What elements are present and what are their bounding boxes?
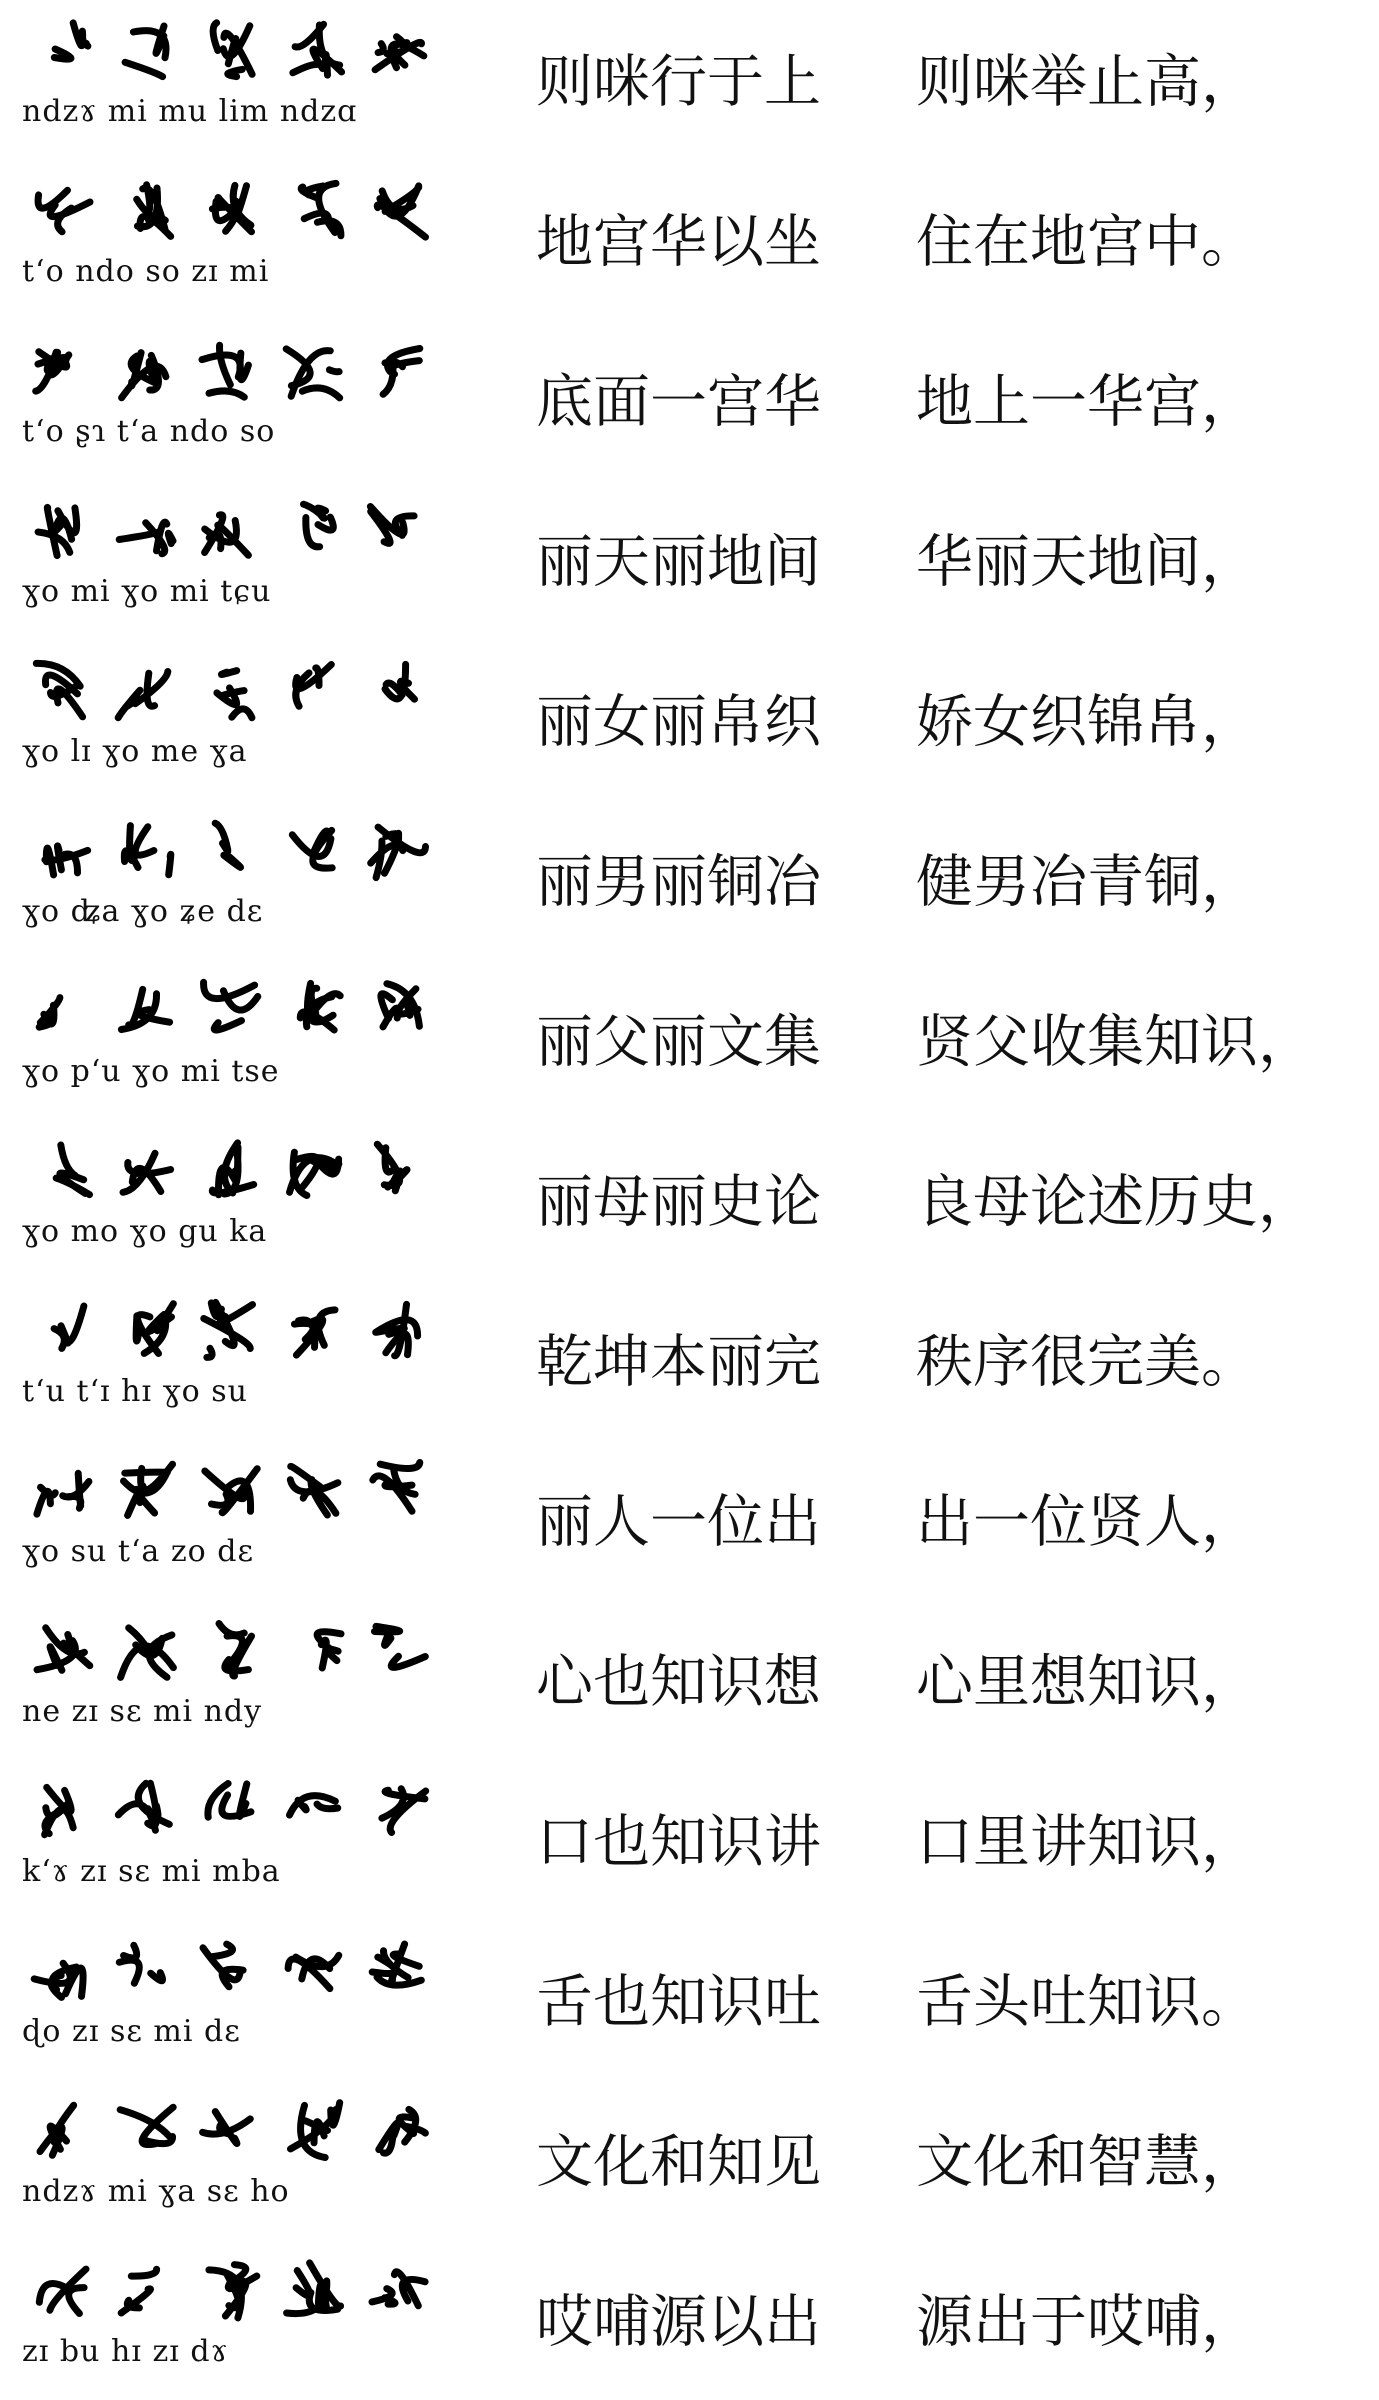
yi-glyph [203, 2112, 251, 2144]
yi-glyph [38, 507, 77, 555]
yi-glyph [212, 185, 251, 231]
phonetic-transcription: tʻo ndo so zɪ mi [22, 254, 270, 289]
yi-script-line [18, 320, 448, 480]
yi-glyph [136, 1304, 173, 1354]
yi-glyph [381, 984, 420, 1027]
phonetic-transcription: ndzɤ mi ɣa sɛ ho [22, 2174, 290, 2209]
yi-glyph [217, 671, 252, 718]
verse-row [0, 2240, 1379, 2400]
yi-glyph [125, 26, 166, 77]
free-translation: 华丽天地间， [916, 529, 1258, 595]
yi-glyph [124, 1464, 173, 1515]
yi-glyph [54, 23, 88, 59]
verse-row [0, 1280, 1379, 1440]
phonetic-transcription: ɣo ʥa ɣo ʑe dɛ [22, 894, 264, 929]
verse-row [0, 0, 1379, 160]
literal-gloss: 地宫华以坐 [536, 209, 821, 275]
free-translation: 贤父收集知识， [916, 1009, 1315, 1075]
literal-gloss: 口也知识讲 [536, 1809, 821, 1875]
yi-glyphs-image [28, 334, 448, 410]
yi-glyphs-image [28, 2254, 448, 2330]
yi-glyph [287, 2263, 341, 2314]
yi-glyphs-image [28, 2094, 448, 2170]
yi-glyph [291, 2103, 340, 2158]
verse-row [0, 2080, 1379, 2240]
yi-glyphs-image [28, 174, 448, 250]
yi-glyph [370, 507, 414, 544]
yi-glyph [203, 1944, 243, 1987]
yi-glyphs-image [28, 14, 448, 90]
yi-glyphs-image [28, 1934, 448, 2010]
verse-row [0, 1920, 1379, 2080]
verse-row [0, 960, 1379, 1120]
yi-glyph [204, 1302, 253, 1357]
free-translation: 出一位贤人， [916, 1489, 1258, 1555]
phonetic-transcription: zɪ bu hɪ zɪ dɤ [22, 2334, 229, 2369]
phonetic-transcription: ɣo mi ɣo mi tɕu [22, 574, 272, 609]
yi-glyphs-image [28, 1774, 448, 1850]
phonetic-transcription: ɣo lɪ ɣo me ɣa [22, 734, 248, 769]
free-translation: 住在地宫中。 [916, 209, 1258, 275]
literal-gloss: 丽父丽文集 [536, 1009, 821, 1075]
yi-glyph [36, 663, 82, 716]
yi-script-line [18, 800, 448, 960]
yi-glyphs-image [28, 974, 448, 1050]
yi-glyph [382, 1789, 426, 1833]
yi-glyphs-image [28, 654, 448, 730]
phonetic-transcription: ɖo zɪ sɛ mi dɛ [22, 2014, 241, 2049]
verse-row [0, 320, 1379, 480]
literal-gloss: 丽天丽地间 [536, 529, 821, 595]
yi-script-line [18, 1280, 448, 1440]
literal-gloss: 丽母丽史论 [536, 1169, 821, 1235]
yi-glyph [375, 37, 424, 70]
yi-glyph [45, 1787, 74, 1834]
yi-glyph [212, 1143, 253, 1195]
yi-glyphs-image [28, 1294, 448, 1370]
yi-glyph [54, 1306, 84, 1348]
yi-glyph [317, 1632, 341, 1668]
yi-script-line [18, 0, 448, 160]
yi-glyph [290, 1152, 339, 1195]
yi-glyphs-image [28, 1454, 448, 1530]
yi-glyph [39, 998, 60, 1028]
verse-row [0, 1760, 1379, 1920]
yi-glyph [34, 1963, 83, 1997]
free-translation: 心里想知识， [916, 1649, 1258, 1715]
literal-gloss: 心也知识想 [536, 1649, 821, 1715]
yi-glyph [38, 190, 90, 232]
yi-glyph [121, 1628, 174, 1678]
free-translation: 秩序很完美。 [916, 1329, 1258, 1395]
yi-glyph [296, 665, 332, 707]
yi-glyph [371, 827, 426, 878]
yi-script-line [18, 2240, 448, 2400]
yi-glyph [209, 2265, 257, 2318]
verse-row [0, 1120, 1379, 1280]
yi-glyph [373, 1463, 420, 1512]
phonetic-transcription: kʻɤ zɪ sɛ mi mba [22, 1854, 281, 1889]
yi-glyph [40, 2105, 74, 2155]
literal-gloss: 文化和知见 [536, 2129, 821, 2195]
yi-glyph [213, 23, 252, 77]
yi-glyph [121, 2269, 156, 2313]
verse-row [0, 1600, 1379, 1760]
free-translation: 口里讲知识， [916, 1809, 1258, 1875]
yi-glyph [122, 353, 166, 398]
yi-glyph [202, 345, 248, 397]
yi-glyph [290, 1466, 338, 1515]
free-translation: 良母论述历史， [916, 1169, 1315, 1235]
yi-glyph [304, 504, 334, 547]
yi-glyph [119, 1945, 162, 1983]
literal-gloss: 丽女丽帛织 [536, 689, 821, 755]
yi-glyph [205, 515, 249, 556]
phonetic-transcription: ɣo su tʻa zo dɛ [22, 1534, 254, 1569]
literal-gloss: 哎哺源以出 [536, 2289, 821, 2355]
yi-glyph [118, 672, 168, 718]
verse-row [0, 800, 1379, 960]
yi-glyph [379, 2109, 426, 2153]
yi-glyph [300, 983, 340, 1030]
verse-row [0, 1440, 1379, 1600]
yi-glyph [121, 989, 169, 1029]
yi-glyph [36, 352, 69, 391]
yi-glyph [288, 1955, 339, 1988]
yi-glyph [301, 183, 341, 235]
yi-glyph [383, 349, 420, 395]
yi-script-line [18, 960, 448, 1120]
yi-glyphs-image [28, 494, 448, 570]
yi-glyph [377, 186, 425, 237]
yi-glyph [294, 1310, 335, 1355]
yi-script-line [18, 160, 448, 320]
yi-glyph [377, 1144, 407, 1191]
yi-script-line [18, 1760, 448, 1920]
yi-glyph [56, 1145, 89, 1195]
free-translation: 源出于哎哺， [916, 2289, 1258, 2355]
free-translation: 文化和智慧， [916, 2129, 1258, 2195]
verse-row [0, 640, 1379, 800]
yi-glyph [292, 830, 332, 868]
phonetic-transcription: ne zɪ sɛ mi ndy [22, 1694, 263, 1729]
yi-glyph [137, 185, 171, 237]
literal-gloss: 丽男丽铜冶 [536, 849, 821, 915]
yi-script-line [18, 480, 448, 640]
phonetic-transcription: tʻu tʻɪ hɪ ɣo su [22, 1374, 248, 1409]
yi-glyph [118, 1783, 169, 1830]
yi-script-line [18, 2080, 448, 2240]
yi-glyph [372, 2272, 425, 2306]
yi-script-line [18, 1120, 448, 1280]
yi-glyph [208, 1784, 251, 1818]
literal-gloss: 乾坤本丽完 [536, 1329, 821, 1395]
yi-glyph [124, 826, 170, 875]
yi-script-line [18, 1440, 448, 1600]
phonetic-transcription: tʻo ʂɿ tʻa ndo so [22, 414, 276, 449]
free-translation: 娇女织锦帛， [916, 689, 1258, 755]
yi-glyph [123, 1153, 171, 1192]
phonetic-transcription: ɣo pʻu ɣo mi tse [22, 1054, 280, 1089]
yi-glyph [204, 982, 258, 1030]
yi-glyph [290, 1796, 338, 1816]
yi-glyphs-image [28, 1614, 448, 1690]
verse-row [0, 480, 1379, 640]
literal-gloss: 舌也知识吐 [536, 1969, 821, 2035]
literal-gloss: 则咪行于上 [536, 49, 821, 115]
yi-glyph [385, 664, 415, 699]
verse-row [0, 160, 1379, 320]
yi-glyph [37, 1473, 89, 1514]
yi-glyphs-image [28, 1134, 448, 1210]
yi-script-line [18, 640, 448, 800]
yi-glyph [119, 522, 173, 554]
yi-glyphs-image [28, 814, 448, 890]
yi-glyph [375, 1626, 426, 1667]
yi-glyph [205, 1469, 257, 1513]
free-translation: 则咪举止高， [916, 49, 1258, 115]
yi-glyph [215, 823, 240, 867]
yi-glyph [293, 24, 342, 75]
literal-gloss: 丽人一位出 [536, 1489, 821, 1555]
yi-glyph [45, 846, 88, 875]
phonetic-transcription: ɣo mo ɣo gu ka [22, 1214, 268, 1249]
free-translation: 舌头吐知识。 [916, 1969, 1258, 2035]
yi-glyph [376, 1304, 418, 1355]
phonetic-transcription: ndzɤ mi mu lim ndzɑ [22, 94, 358, 129]
yi-script-line [18, 1600, 448, 1760]
yi-glyph [39, 2269, 86, 2313]
free-translation: 健男冶青铜， [916, 849, 1258, 915]
literal-gloss: 底面一宫华 [536, 369, 821, 435]
yi-glyph [120, 2107, 173, 2144]
free-translation: 地上一华宫， [916, 369, 1258, 435]
yi-script-line [18, 1920, 448, 2080]
yi-glyph [286, 349, 340, 398]
yi-glyph [219, 1624, 252, 1677]
yi-glyph [37, 1628, 90, 1671]
yi-glyph [372, 1944, 421, 1985]
